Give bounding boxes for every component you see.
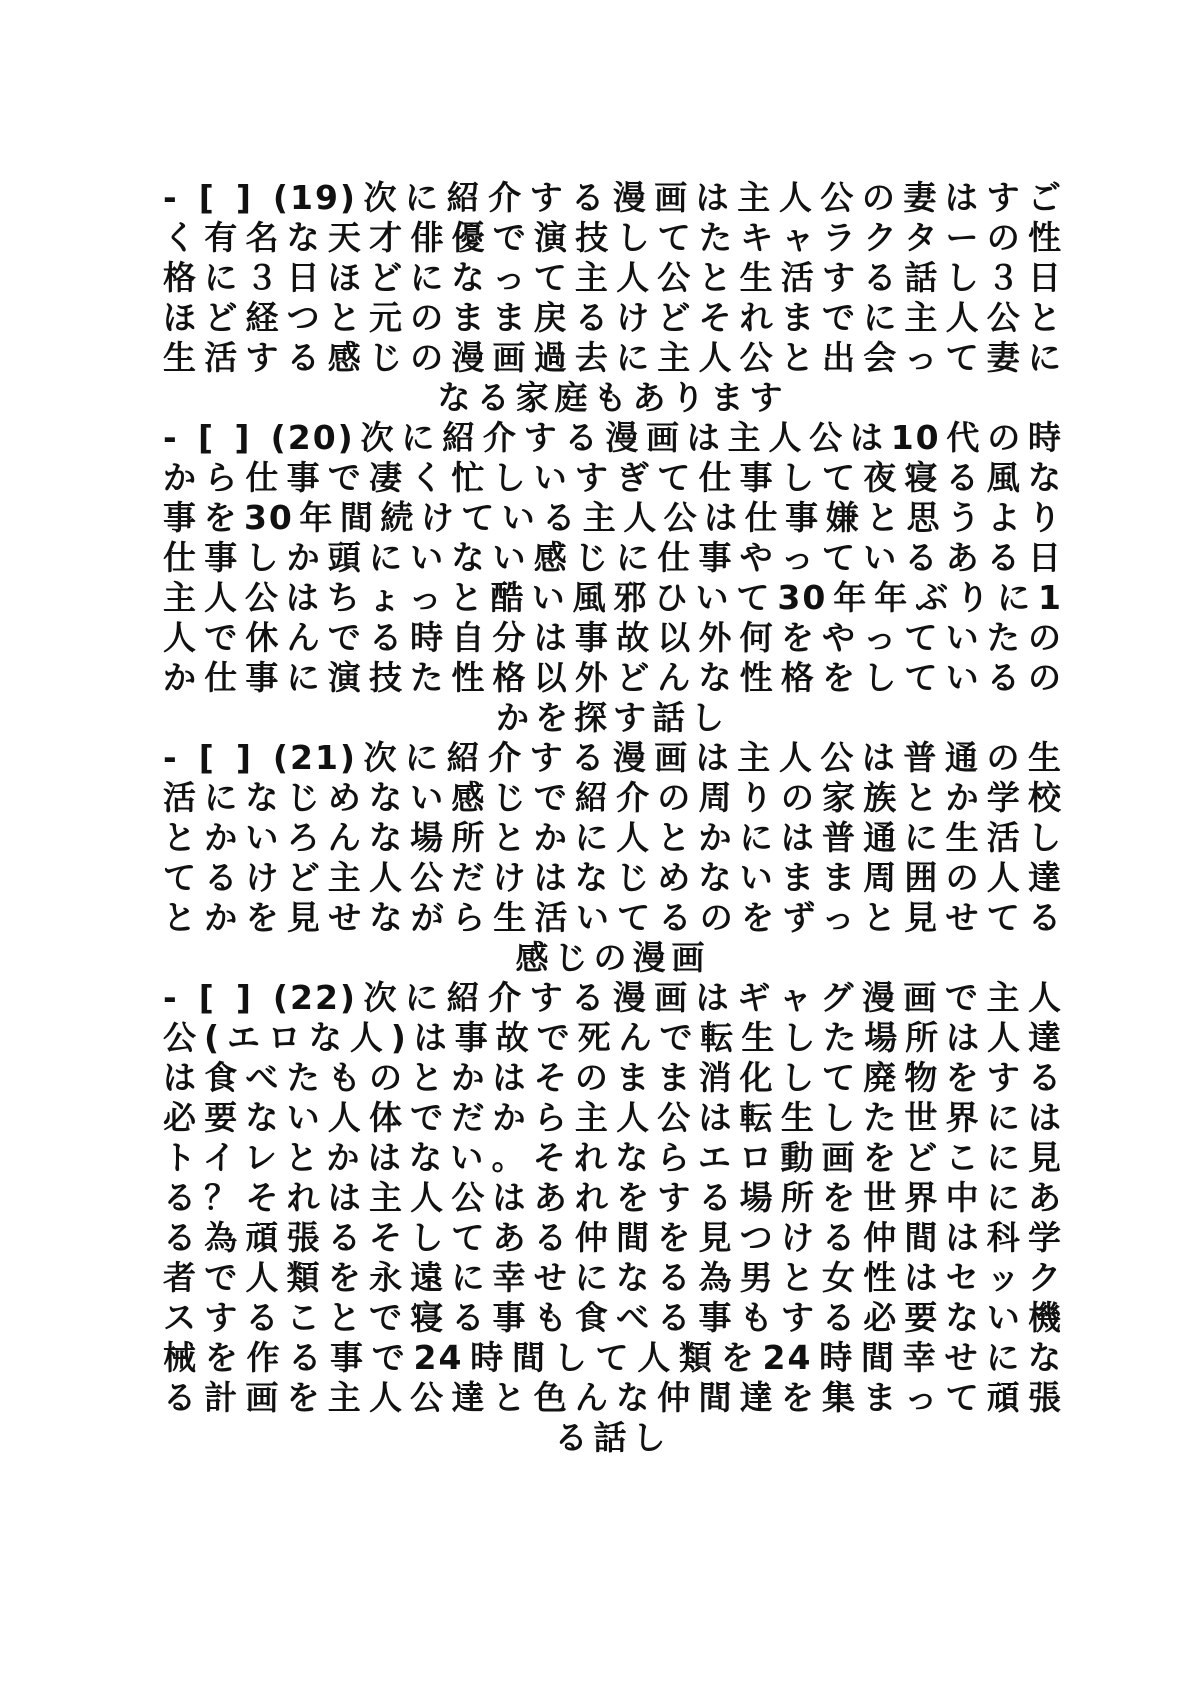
text-line: - [ ] (22)次に紹介する漫画はギャグ漫画で主人 bbox=[163, 978, 1063, 1017]
text-line: とかいろんな場所とかに人とかには普通に生活し bbox=[163, 818, 1063, 857]
list-item-19 bbox=[163, 178, 1063, 418]
text-line: から仕事で凄く忙しいすぎて仕事して夜寝る風な bbox=[163, 458, 1063, 497]
text-line: 必要ない人体でだから主人公は転生した世界には bbox=[163, 1098, 1063, 1137]
text-line: る為頑張るそしてある仲間を見つける仲間は科学 bbox=[163, 1218, 1063, 1257]
text-line: 格に３日ほどになって主人公と生活する話し３日 bbox=[163, 258, 1063, 297]
text-line: く有名な天才俳優で演技してたキャラクターの性 bbox=[163, 218, 1063, 257]
text-line: 活になじめない感じで紹介の周りの家族とか学校 bbox=[163, 778, 1063, 817]
text-line: トイレとかはない。それならエロ動画をどこに見 bbox=[163, 1138, 1063, 1177]
document-body bbox=[163, 178, 1063, 1458]
list-item-21 bbox=[163, 738, 1063, 978]
text-line: - [ ] (20)次に紹介する漫画は主人公は10代の時 bbox=[163, 418, 1063, 457]
list-item-20 bbox=[163, 418, 1063, 738]
text-line: かを探す話し bbox=[496, 698, 730, 737]
text-line: - [ ] (19)次に紹介する漫画は主人公の妻はすご bbox=[163, 178, 1063, 217]
text-line: 械を作る事で24時間して人類を24時間幸せにな bbox=[163, 1338, 1063, 1377]
text-line: 事を30年間続けている主人公は仕事嫌と思うより bbox=[163, 498, 1063, 537]
text-line: - [ ] (21)次に紹介する漫画は主人公は普通の生 bbox=[163, 738, 1063, 777]
text-line: る？それは主人公はあれをする場所を世界中にあ bbox=[163, 1178, 1063, 1217]
text-line: てるけど主人公だけはなじめないまま周囲の人達 bbox=[163, 858, 1063, 897]
text-line: 生活する感じの漫画過去に主人公と出会って妻に bbox=[163, 338, 1063, 377]
text-line: スすることで寝る事も食べる事もする必要ない機 bbox=[163, 1298, 1063, 1337]
text-line: 主人公はちょっと酷い風邪ひいて30年年ぶりに1 bbox=[163, 578, 1063, 617]
text-line: る計画を主人公達と色んな仲間達を集まって頑張 bbox=[163, 1378, 1063, 1417]
list-item-22 bbox=[163, 978, 1063, 1458]
text-line: 公(エロな人)は事故で死んで転生した場所は人達 bbox=[163, 1018, 1063, 1057]
text-line: 者で人類を永遠に幸せになる為男と女性はセック bbox=[163, 1258, 1063, 1297]
text-line: とかを見せながら生活いてるのをずっと見せてる bbox=[163, 898, 1063, 937]
text-line: 人で休んでる時自分は事故以外何をやっていたの bbox=[163, 618, 1063, 657]
text-line: 感じの漫画 bbox=[515, 938, 711, 977]
text-line: か仕事に演技た性格以外どんな性格をしているの bbox=[163, 658, 1063, 697]
text-line: ほど経つと元のまま戻るけどそれまでに主人公と bbox=[163, 298, 1063, 337]
text-line: る話し bbox=[554, 1418, 672, 1457]
text-line: 仕事しか頭にいない感じに仕事やっているある日 bbox=[163, 538, 1063, 577]
text-line: は食べたものとかはそのまま消化して廃物をする bbox=[163, 1058, 1063, 1097]
text-line: なる家庭もあります bbox=[437, 378, 789, 417]
